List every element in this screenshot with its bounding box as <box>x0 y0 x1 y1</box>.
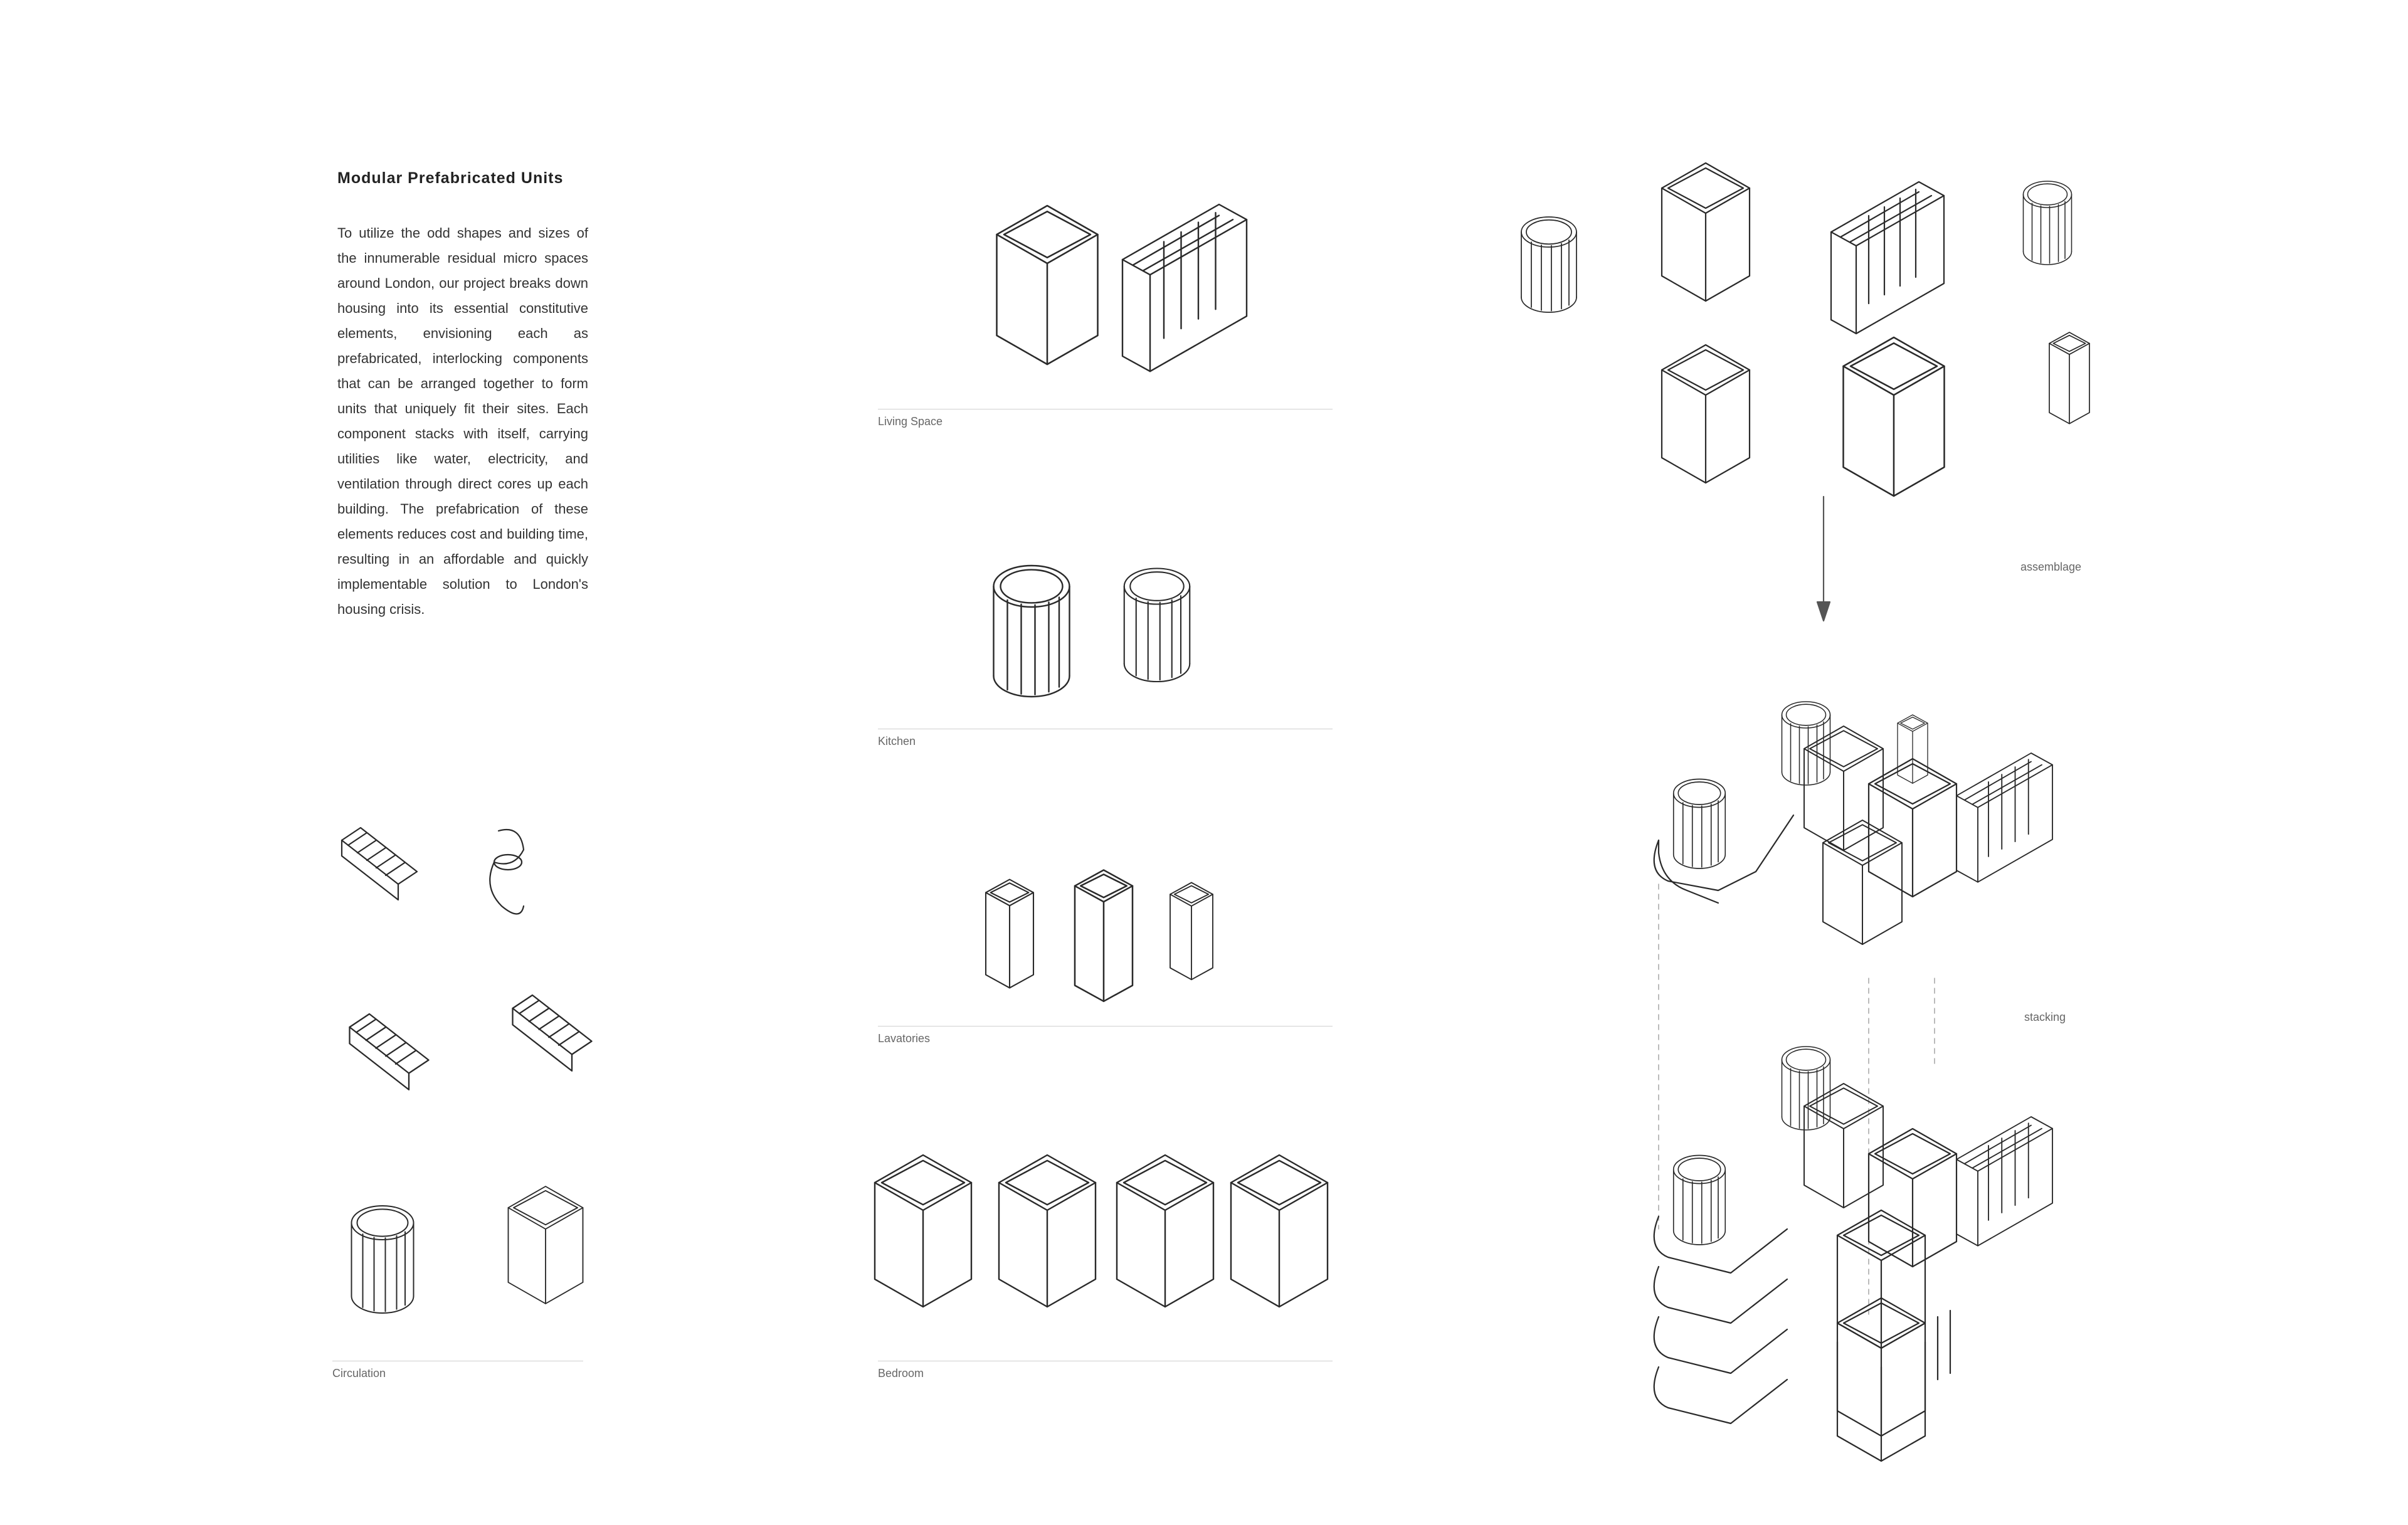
down-arrow-icon <box>1817 497 1830 621</box>
bedroom-module-2 <box>999 1155 1096 1307</box>
intro-paragraph: To utilize the odd shapes and sizes of the innumerable residual micro spaces around London, our project breaks down housing into its essential constitutive elements, envisioning each as prefabricated, interlocking components that can be arranged together to form units that uniquely fit their sites. Each component stacks with itself, carrying utilities like water, electricity, and ventilation through direct cores up each building. The prefabrication of these elements reduces cost and building time, resulting in an affordable and quickly implementable solution to London's housing crisis. <box>337 225 588 617</box>
circulation-lift <box>509 1186 583 1304</box>
caption-circulation: Circulation <box>332 1367 386 1380</box>
bedroom-module-4 <box>1231 1155 1328 1307</box>
assemblage-cylinder <box>2024 181 2072 265</box>
lavatory-module-3 <box>1170 883 1213 980</box>
assemblage-box-1 <box>1662 163 1750 301</box>
lavatory-module-1 <box>986 880 1033 988</box>
caption-living-space: Living Space <box>878 415 943 428</box>
assemblage-tall <box>2049 332 2089 424</box>
bedroom-module-1 <box>875 1155 971 1307</box>
stacking-level-2 <box>1654 1047 2052 1461</box>
circulation-stair-1 <box>342 828 417 900</box>
kitchen-module-large <box>994 566 1070 697</box>
stacking-guides <box>1659 884 1935 1317</box>
circulation-stair-2 <box>350 1014 429 1090</box>
assemblage-glazed <box>1831 182 1944 334</box>
living-module-glazed <box>1122 204 1247 371</box>
page-title: Modular Prefabricated Units <box>337 169 564 187</box>
caption-stacking: stacking <box>2024 1011 2066 1023</box>
caption-assemblage: assemblage <box>2020 561 2082 573</box>
caption-bedroom: Bedroom <box>878 1367 924 1380</box>
living-module-box <box>997 206 1098 364</box>
circulation-stair-3 <box>513 995 592 1071</box>
circulation-spiral-1 <box>490 830 524 914</box>
bedroom-module-3 <box>1117 1155 1213 1307</box>
caption-kitchen: Kitchen <box>878 735 916 747</box>
assemblage-spiral <box>1521 217 1576 312</box>
caption-lavatories: Lavatories <box>878 1032 931 1045</box>
stacking-level-1 <box>1654 702 2052 944</box>
assemblage-box-2 <box>1662 345 1750 483</box>
assemblage-box-3 <box>1844 337 1945 496</box>
lavatory-module-2 <box>1075 870 1133 1001</box>
kitchen-module-small <box>1124 569 1190 682</box>
circulation-spiral-tower <box>352 1206 414 1313</box>
